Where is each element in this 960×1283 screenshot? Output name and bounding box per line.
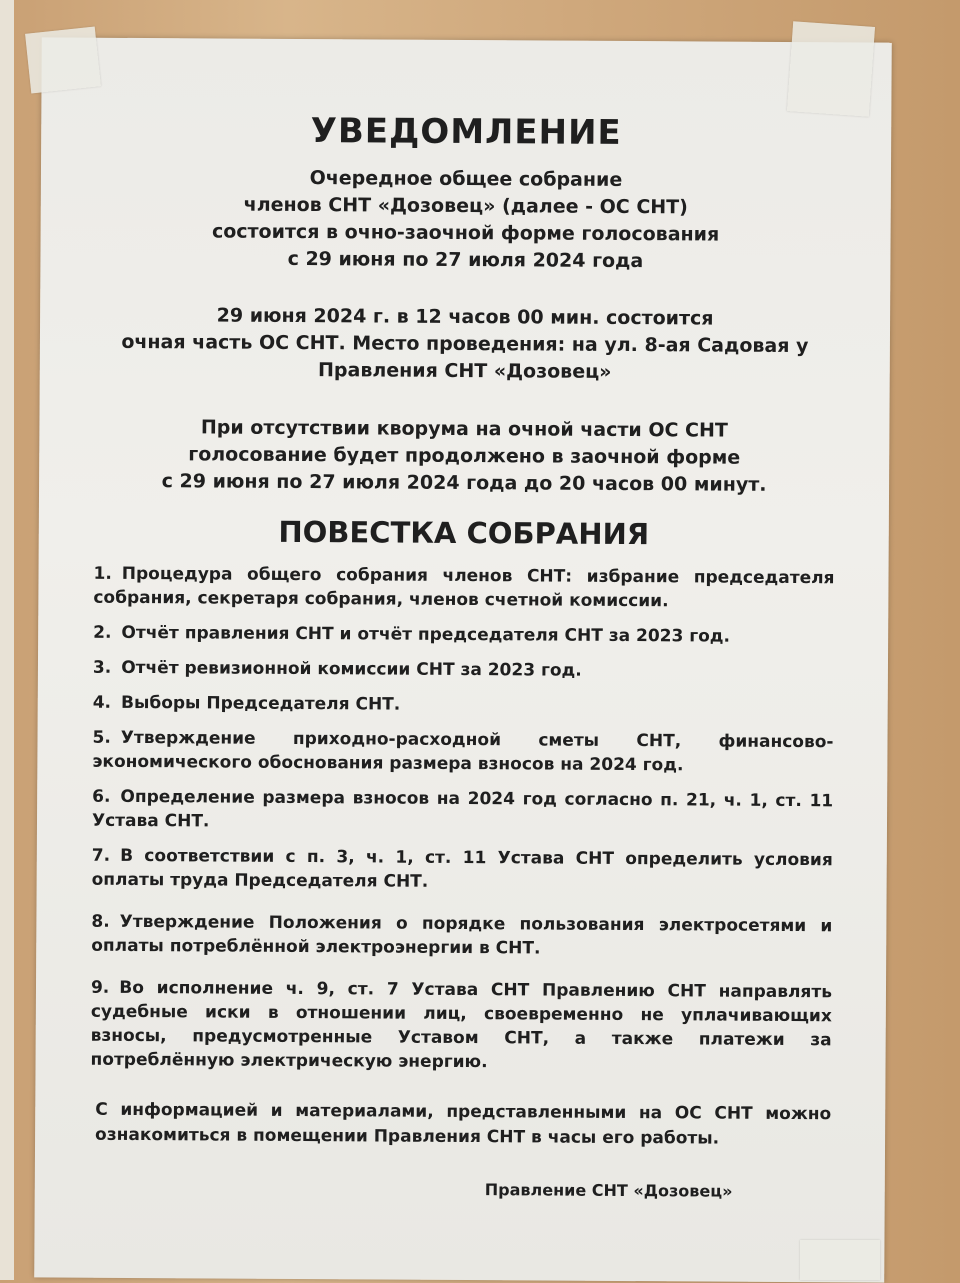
tape-bottom-right [800,1240,880,1280]
intro-line: членов СНТ «Дозовец» (далее - ОС СНТ) [243,193,688,219]
agenda-item [92,785,833,838]
agenda-item-number: 8. [91,911,110,932]
quorum-line: При отсутствии кворума на очной части ОС СНТ [200,416,728,442]
agenda-item [92,726,833,779]
agenda-item-number: 1. [93,563,112,584]
agenda-item [93,562,834,615]
in-person-part [70,302,860,388]
agenda-item-number: 6. [92,786,111,807]
tape-top-left [25,27,101,94]
quorum-note [69,414,859,500]
info-note: С информацией и материалами, представленными на ОС СНТ можно ознакомиться в помещении Правления СНТ в часы его работы. [95,1099,832,1149]
meeting-intro [70,164,861,277]
agenda-item-text: Утверждение Положения о порядке пользования электросетями и оплаты потреблённой электроэнергии в СНТ. [91,911,833,959]
agenda-item [90,976,832,1077]
notice-paper [34,37,892,1282]
agenda-item [92,844,833,897]
agenda-item-text: Во исполнение ч. 9, ст. 7 Устава СНТ Правлению СНТ направлять судебные иски в отношении лиц, своевременно не уплачивающих взносы, предусмотренные Уставом СНТ, а также платежи за потреблённую электрическую энергию. [90,977,833,1073]
agenda-item-number: 4. [92,692,112,713]
agenda-item-number: 7. [91,845,111,866]
agenda-item-number: 2. [93,622,112,643]
agenda-item-text: Утверждение приходно-расходной сметы СНТ, финансово-экономического обоснования размера взносов на 2024 год. [92,727,834,776]
agenda-item-text: Выборы Председателя СНТ. [120,692,401,715]
agenda-item [93,691,834,720]
agenda-item-text: Определение размера взносов на 2024 год согласно п. 21, ч. 1, ст. 11 Устава СНТ. [91,786,834,832]
agenda-item-number: 5. [92,727,111,748]
intro-line: Очередное общее собрание [309,167,623,191]
agenda-item-text: В соответствии с п. 3, ч. 1, ст. 11 Устава СНТ определить условия оплаты труда Председателя СНТ. [91,845,833,892]
agenda-item-text: Отчёт ревизионной комиссии СНТ за 2023 год. [121,657,582,681]
notice-title: УВЕДОМЛЕНИЕ [310,111,622,153]
agenda-item [93,656,834,685]
intro-line: с 29 июня по 27 июля 2024 года [287,247,644,273]
in-person-line: очная часть ОС СНТ. Место проведения: на ул. 8-ая Садовая у [121,330,809,358]
signature: Правление СНТ «Дозовец» [484,1180,733,1201]
agenda-item [91,910,832,963]
agenda-item [93,621,834,650]
quorum-line: голосование будет продолжено в заочной форме [188,443,741,469]
agenda-item-text: Процедура общего собрания членов СНТ: избрание председателя собрания, секретаря собрания, членов счетной комиссии. [93,563,835,612]
tape-top-right [787,21,875,117]
agenda-list [90,562,834,1088]
in-person-line: 29 июня 2024 г. в 12 часов 00 мин. состоится [216,304,714,330]
agenda-item-text: Отчёт правления СНТ и отчёт председателя СНТ за 2023 год. [121,622,731,647]
agenda-title: ПОВЕСТКА СОБРАНИЯ [278,514,650,552]
quorum-line: с 29 июня по 27 июля 2024 года до 20 часов 00 минут. [161,470,767,496]
in-person-line: Правления СНТ «Дозовец» [317,359,612,383]
intro-line: состоится в очно-заочной форме голосования [211,220,720,246]
agenda-item-number: 3. [92,657,112,678]
adjacent-paper-edge [0,0,14,1280]
agenda-item-number: 9. [90,977,110,998]
